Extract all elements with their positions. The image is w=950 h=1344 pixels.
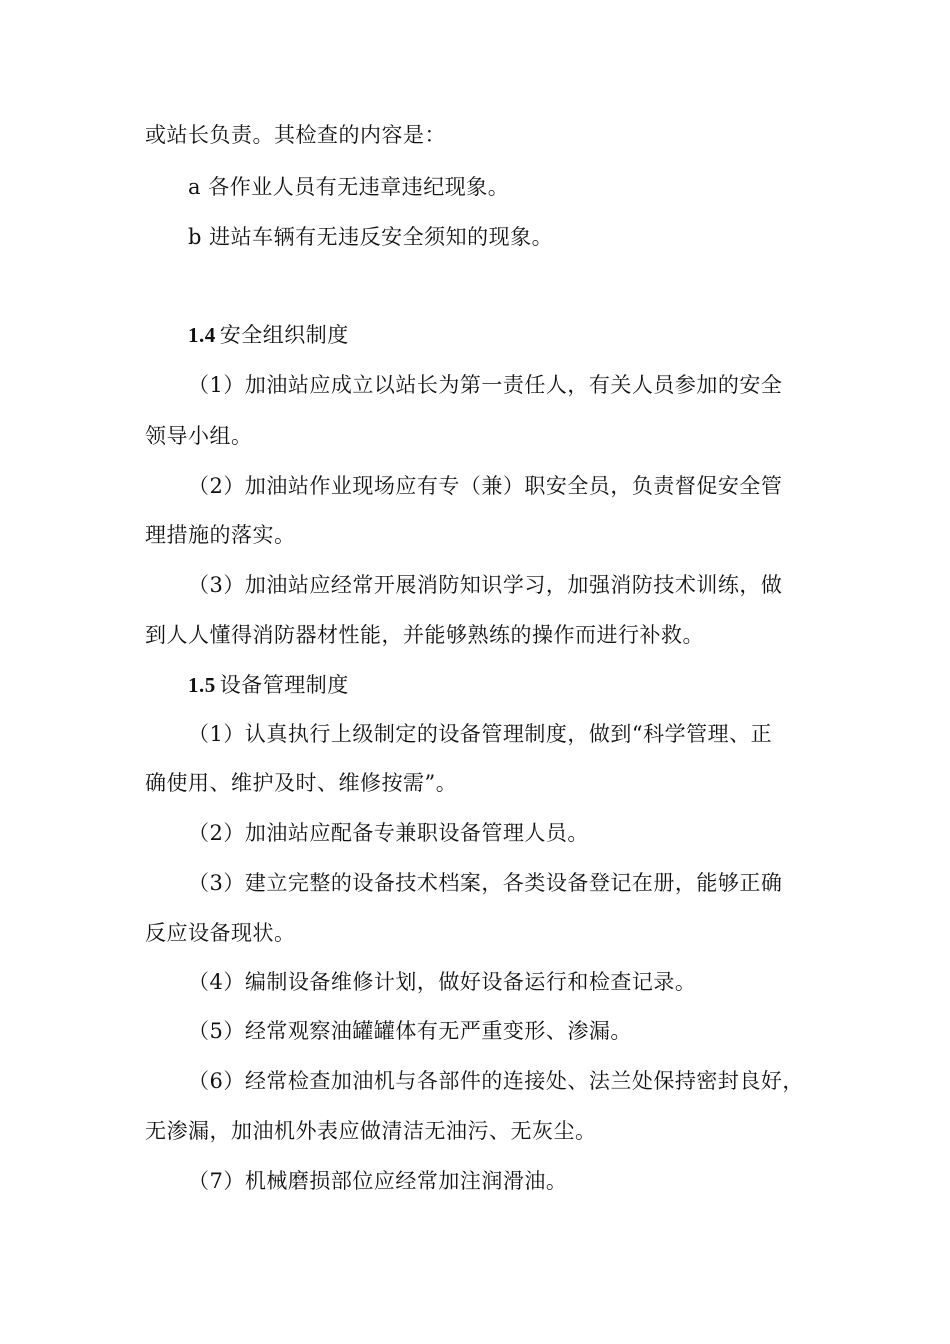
text-line: 理措施的落实。 xyxy=(145,523,296,547)
text-line: （3）加油站应经常开展消防知识学习，加强消防技术训练，做 xyxy=(188,573,783,597)
text-line: （4）编制设备维修计划，做好设备运行和检查记录。 xyxy=(188,970,697,994)
text-line: （1）认真执行上级制定的设备管理制度，做到“科学管理、正 xyxy=(188,722,773,746)
text-line: 无渗漏，加油机外表应做清洁无油污、无灰尘。 xyxy=(145,1119,597,1143)
text-line: 或站长负责。其检查的内容是： xyxy=(145,123,446,147)
text-line: （7）机械磨损部位应经常加注润滑油。 xyxy=(188,1169,568,1193)
text-line: （6）经常检查加油机与各部件的连接处、法兰处保持密封良好， xyxy=(188,1069,804,1093)
text-line: 反应设备现状。 xyxy=(145,921,296,945)
text-line: （5）经常观察油罐罐体有无严重变形、渗漏。 xyxy=(188,1019,632,1043)
section-title: 设备管理制度 xyxy=(219,673,349,697)
text-line: （3）建立完整的设备技术档案，各类设备登记在册，能够正确 xyxy=(188,871,783,895)
text-line: a 各作业人员有无违章违纪现象。 xyxy=(188,175,510,199)
text-line: （2）加油站作业现场应有专（兼）职安全员，负责督促安全管 xyxy=(188,474,783,498)
text-line: （1）加油站应成立以站长为第一责任人，有关人员参加的安全 xyxy=(188,373,783,397)
section-number: 1.5 xyxy=(188,673,216,697)
section-heading-1-4 xyxy=(188,320,868,350)
text-line: b 进站车辆有无违反安全须知的现象。 xyxy=(188,225,554,249)
text-line: 到人人懂得消防器材性能，并能够熟练的操作而进行补救。 xyxy=(145,623,704,647)
section-number: 1.4 xyxy=(188,323,216,347)
text-line: （2）加油站应配备专兼职设备管理人员。 xyxy=(188,821,589,845)
text-line: 领导小组。 xyxy=(145,424,253,448)
section-title: 安全组织制度 xyxy=(219,323,349,347)
text-line: 确使用、维护及时、维修按需”。 xyxy=(145,771,458,795)
section-heading-1-5 xyxy=(188,670,868,700)
